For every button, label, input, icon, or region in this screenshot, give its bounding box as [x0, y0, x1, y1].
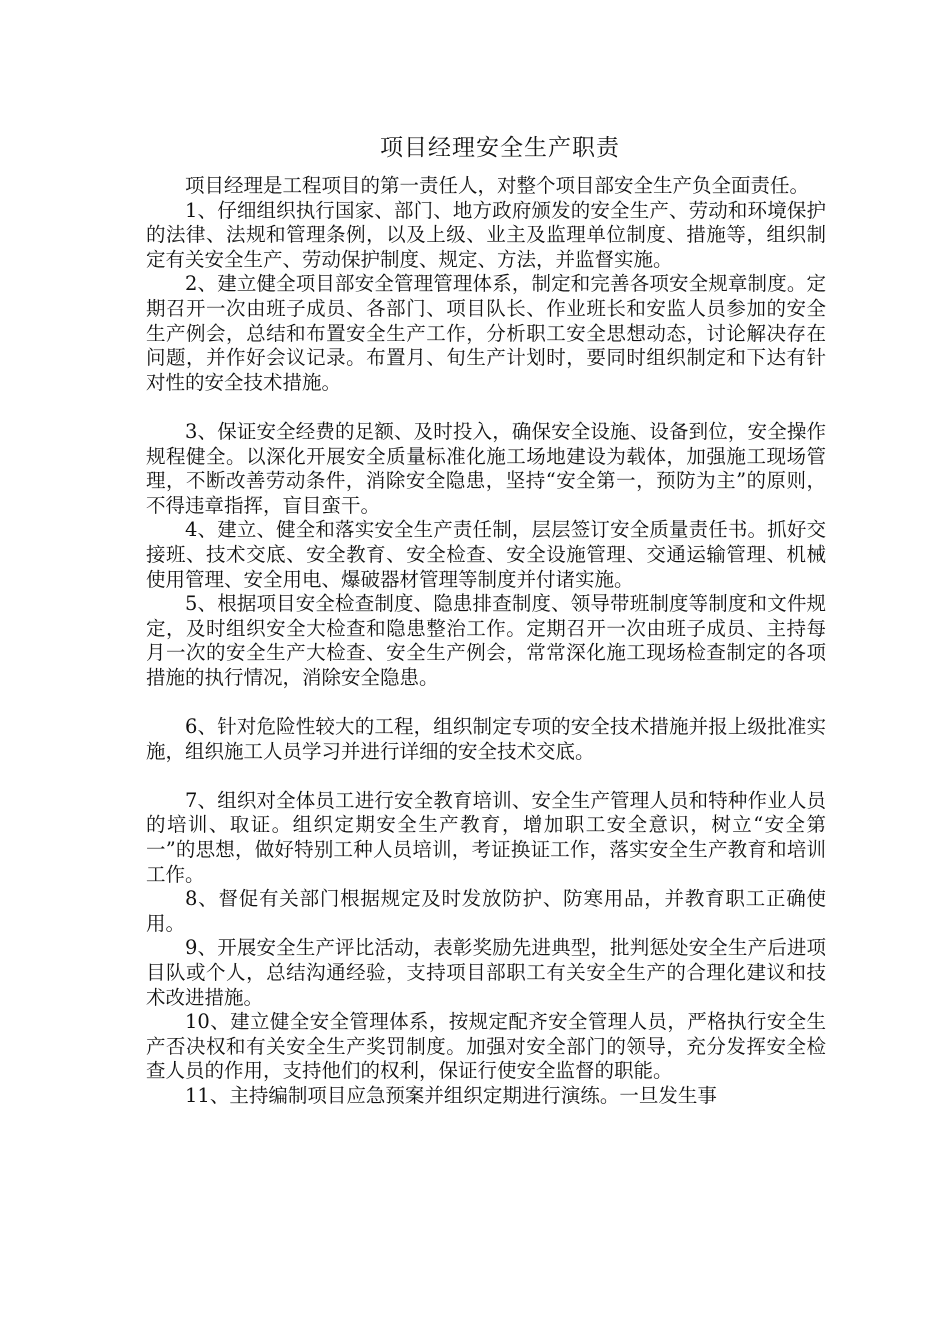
paragraph-item-11: 11、主持编制项目应急预案并组织定期进行演练。一旦发生事 — [185, 1083, 717, 1107]
paragraph-item-8: 8、督促有关部门根据规定及时发放防护、防寒用品，并教育职工正确使用。 — [146, 887, 826, 935]
paragraph-item-4: 4、建立、健全和落实安全生产责任制，层层签订安全质量责任书。抓好交接班、技术交底、安全教育、安全检查、安全设施管理、交通运输管理、机械使用管理、安全用电、爆破器材管理等制度并付诸实施。 — [146, 518, 826, 591]
paragraph-item-6: 6、针对危险性较大的工程，组织制定专项的安全技术措施并报上级批准实施，组织施工人员学习并进行详细的安全技术交底。 — [146, 715, 826, 763]
paragraph-item-2: 2、建立健全项目部安全管理管理体系，制定和完善各项安全规章制度。定期召开一次由班子成员、各部门、项目队长、作业班长和安监人员参加的安全生产例会，总结和布置安全生产工作，分析职工安全思想动态，讨论解决存在问题，并作好会议记录。布置月、旬生产计划时，要同时组织制定和下达有针对性的安全技术措施。 — [146, 272, 826, 394]
paragraph-item-3: 3、保证安全经费的足额、及时投入，确保安全设施、设备到位，安全操作规程健全。以深化开展安全质量标准化施工场地建设为载体，加强施工现场管理，不断改善劳动条件，消除安全隐患，坚持“安全第一，预防为主”的原则，不得违章指挥，盲目蛮干。 — [146, 419, 826, 517]
document-title: 项目经理安全生产职责 — [380, 135, 620, 161]
paragraph-item-9: 9、开展安全生产评比活动，表彰奖励先进典型，批判惩处安全生产后进项目队或个人，总结沟通经验，支持项目部职工有关安全生产的合理化建议和技术改进措施。 — [146, 936, 826, 1009]
document-body — [146, 174, 826, 1109]
paragraph-intro: 项目经理是工程项目的第一责任人，对整个项目部安全生产负全面责任。 — [185, 174, 810, 197]
paragraph-item-1: 1、仔细组织执行国家、部门、地方政府颁发的安全生产、劳动和环境保护的法律、法规和管理条例，以及上级、业主及监理单位制度、措施等，组织制定有关安全生产、劳动保护制度、规定、方法，并监督实施。 — [146, 198, 826, 271]
paragraph-item-10: 10、建立健全安全管理体系，按规定配齐安全管理人员，严格执行安全生产否决权和有关安全生产奖罚制度。加强对安全部门的领导，充分发挥安全检查人员的作用，支持他们的权利，保证行使安全监督的职能。 — [146, 1010, 826, 1083]
paragraph-item-5: 5、根据项目安全检查制度、隐患排查制度、领导带班制度等制度和文件规定，及时组织安全大检查和隐患整治工作。定期召开一次由班子成员、主持每月一次的安全生产大检查、安全生产例会，常常深化施工现场检查制定的各项措施的执行情况，消除安全隐患。 — [146, 592, 826, 689]
paragraph-item-7: 7、组织对全体员工进行安全教育培训、安全生产管理人员和特种作业人员的培训、取证。组织定期安全生产教育，增加职工安全意识，树立“安全第一”的思想，做好特别工种人员培训，考证换证工作，落实安全生产教育和培训工作。 — [146, 788, 826, 886]
